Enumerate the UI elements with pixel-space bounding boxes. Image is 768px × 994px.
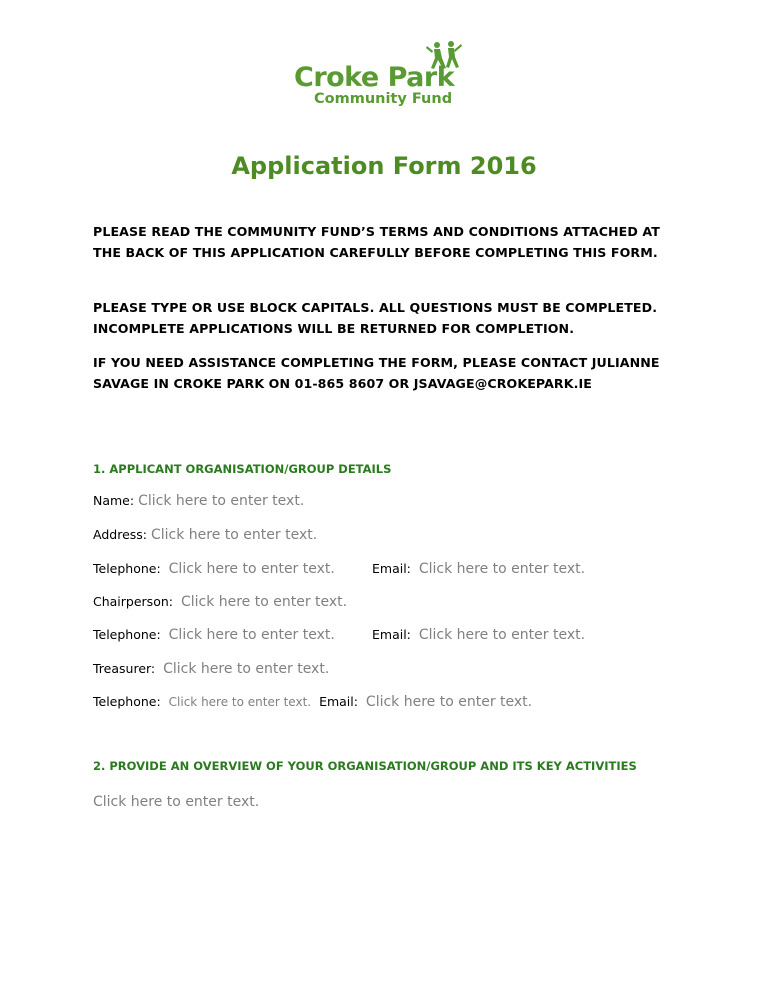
logo-title: Croke Park (294, 62, 455, 93)
section-2-heading: 2. PROVIDE AN OVERVIEW OF YOUR ORGANISATION/GROUP AND ITS KEY ACTIVITIES (93, 759, 637, 773)
chairperson-telephone-label: Telephone: (93, 627, 161, 642)
overview-field[interactable]: Click here to enter text. (93, 794, 260, 810)
treasurer-telephone-label: Telephone: (93, 694, 161, 709)
croke-park-logo (294, 40, 474, 115)
email-row-2 (372, 627, 585, 643)
email-field[interactable]: Click here to enter text. (418, 561, 586, 577)
treasurer-label: Treasurer: (93, 661, 156, 676)
treasurer-email-label: Email: (319, 694, 358, 709)
treasurer-field[interactable]: Click here to enter text. (163, 661, 330, 677)
overview-row (93, 791, 259, 810)
address-row (93, 527, 317, 543)
telephone-row-3 (93, 694, 532, 710)
section-1-heading: 1. APPLICANT ORGANISATION/GROUP DETAILS (93, 462, 392, 476)
email-row-1 (372, 561, 585, 577)
chairperson-email-label: Email: (372, 627, 411, 642)
name-row (93, 493, 304, 509)
telephone-label: Telephone: (93, 561, 161, 576)
chairperson-field[interactable]: Click here to enter text. (180, 594, 348, 610)
telephone-field[interactable]: Click here to enter text. (168, 561, 335, 577)
notice-terms: PLEASE READ THE COMMUNITY FUND’S TERMS AND CONDITIONS ATTACHED AT THE BACK OF THIS APPLICATION CAREFULLY BEFORE COMPLETING THIS FORM. (93, 224, 660, 260)
chairperson-row (93, 594, 347, 610)
treasurer-email-field[interactable]: Click here to enter text. (365, 694, 533, 710)
telephone-row-2 (93, 627, 335, 643)
name-field[interactable]: Click here to enter text. (138, 493, 305, 509)
chairperson-telephone-field[interactable]: Click here to enter text. (168, 627, 335, 643)
chairperson-email-field[interactable]: Click here to enter text. (418, 627, 586, 643)
notice-block-capitals: PLEASE TYPE OR USE BLOCK CAPITALS. ALL QUESTIONS MUST BE COMPLETED. INCOMPLETE APPLICATIONS WILL BE RETURNED FOR COMPLETION. (93, 300, 658, 336)
address-label: Address: (93, 527, 147, 542)
address-field[interactable]: Click here to enter text. (150, 527, 318, 543)
telephone-row-1 (93, 561, 335, 577)
logo-subtitle: Community Fund (314, 91, 453, 107)
treasurer-telephone-field[interactable]: Click here to enter text. (168, 695, 312, 709)
notice-assistance: IF YOU NEED ASSISTANCE COMPLETING THE FORM, PLEASE CONTACT JULIANNE SAVAGE IN CROKE PARK ON 01-865 8607 OR JSAVAGE@CROKEPARK.IE (93, 355, 660, 391)
chairperson-label: Chairperson: (93, 594, 173, 609)
name-label: Name: (93, 493, 135, 508)
page-title: Application Form 2016 (231, 152, 537, 180)
email-label: Email: (372, 561, 411, 576)
treasurer-row (93, 661, 329, 677)
